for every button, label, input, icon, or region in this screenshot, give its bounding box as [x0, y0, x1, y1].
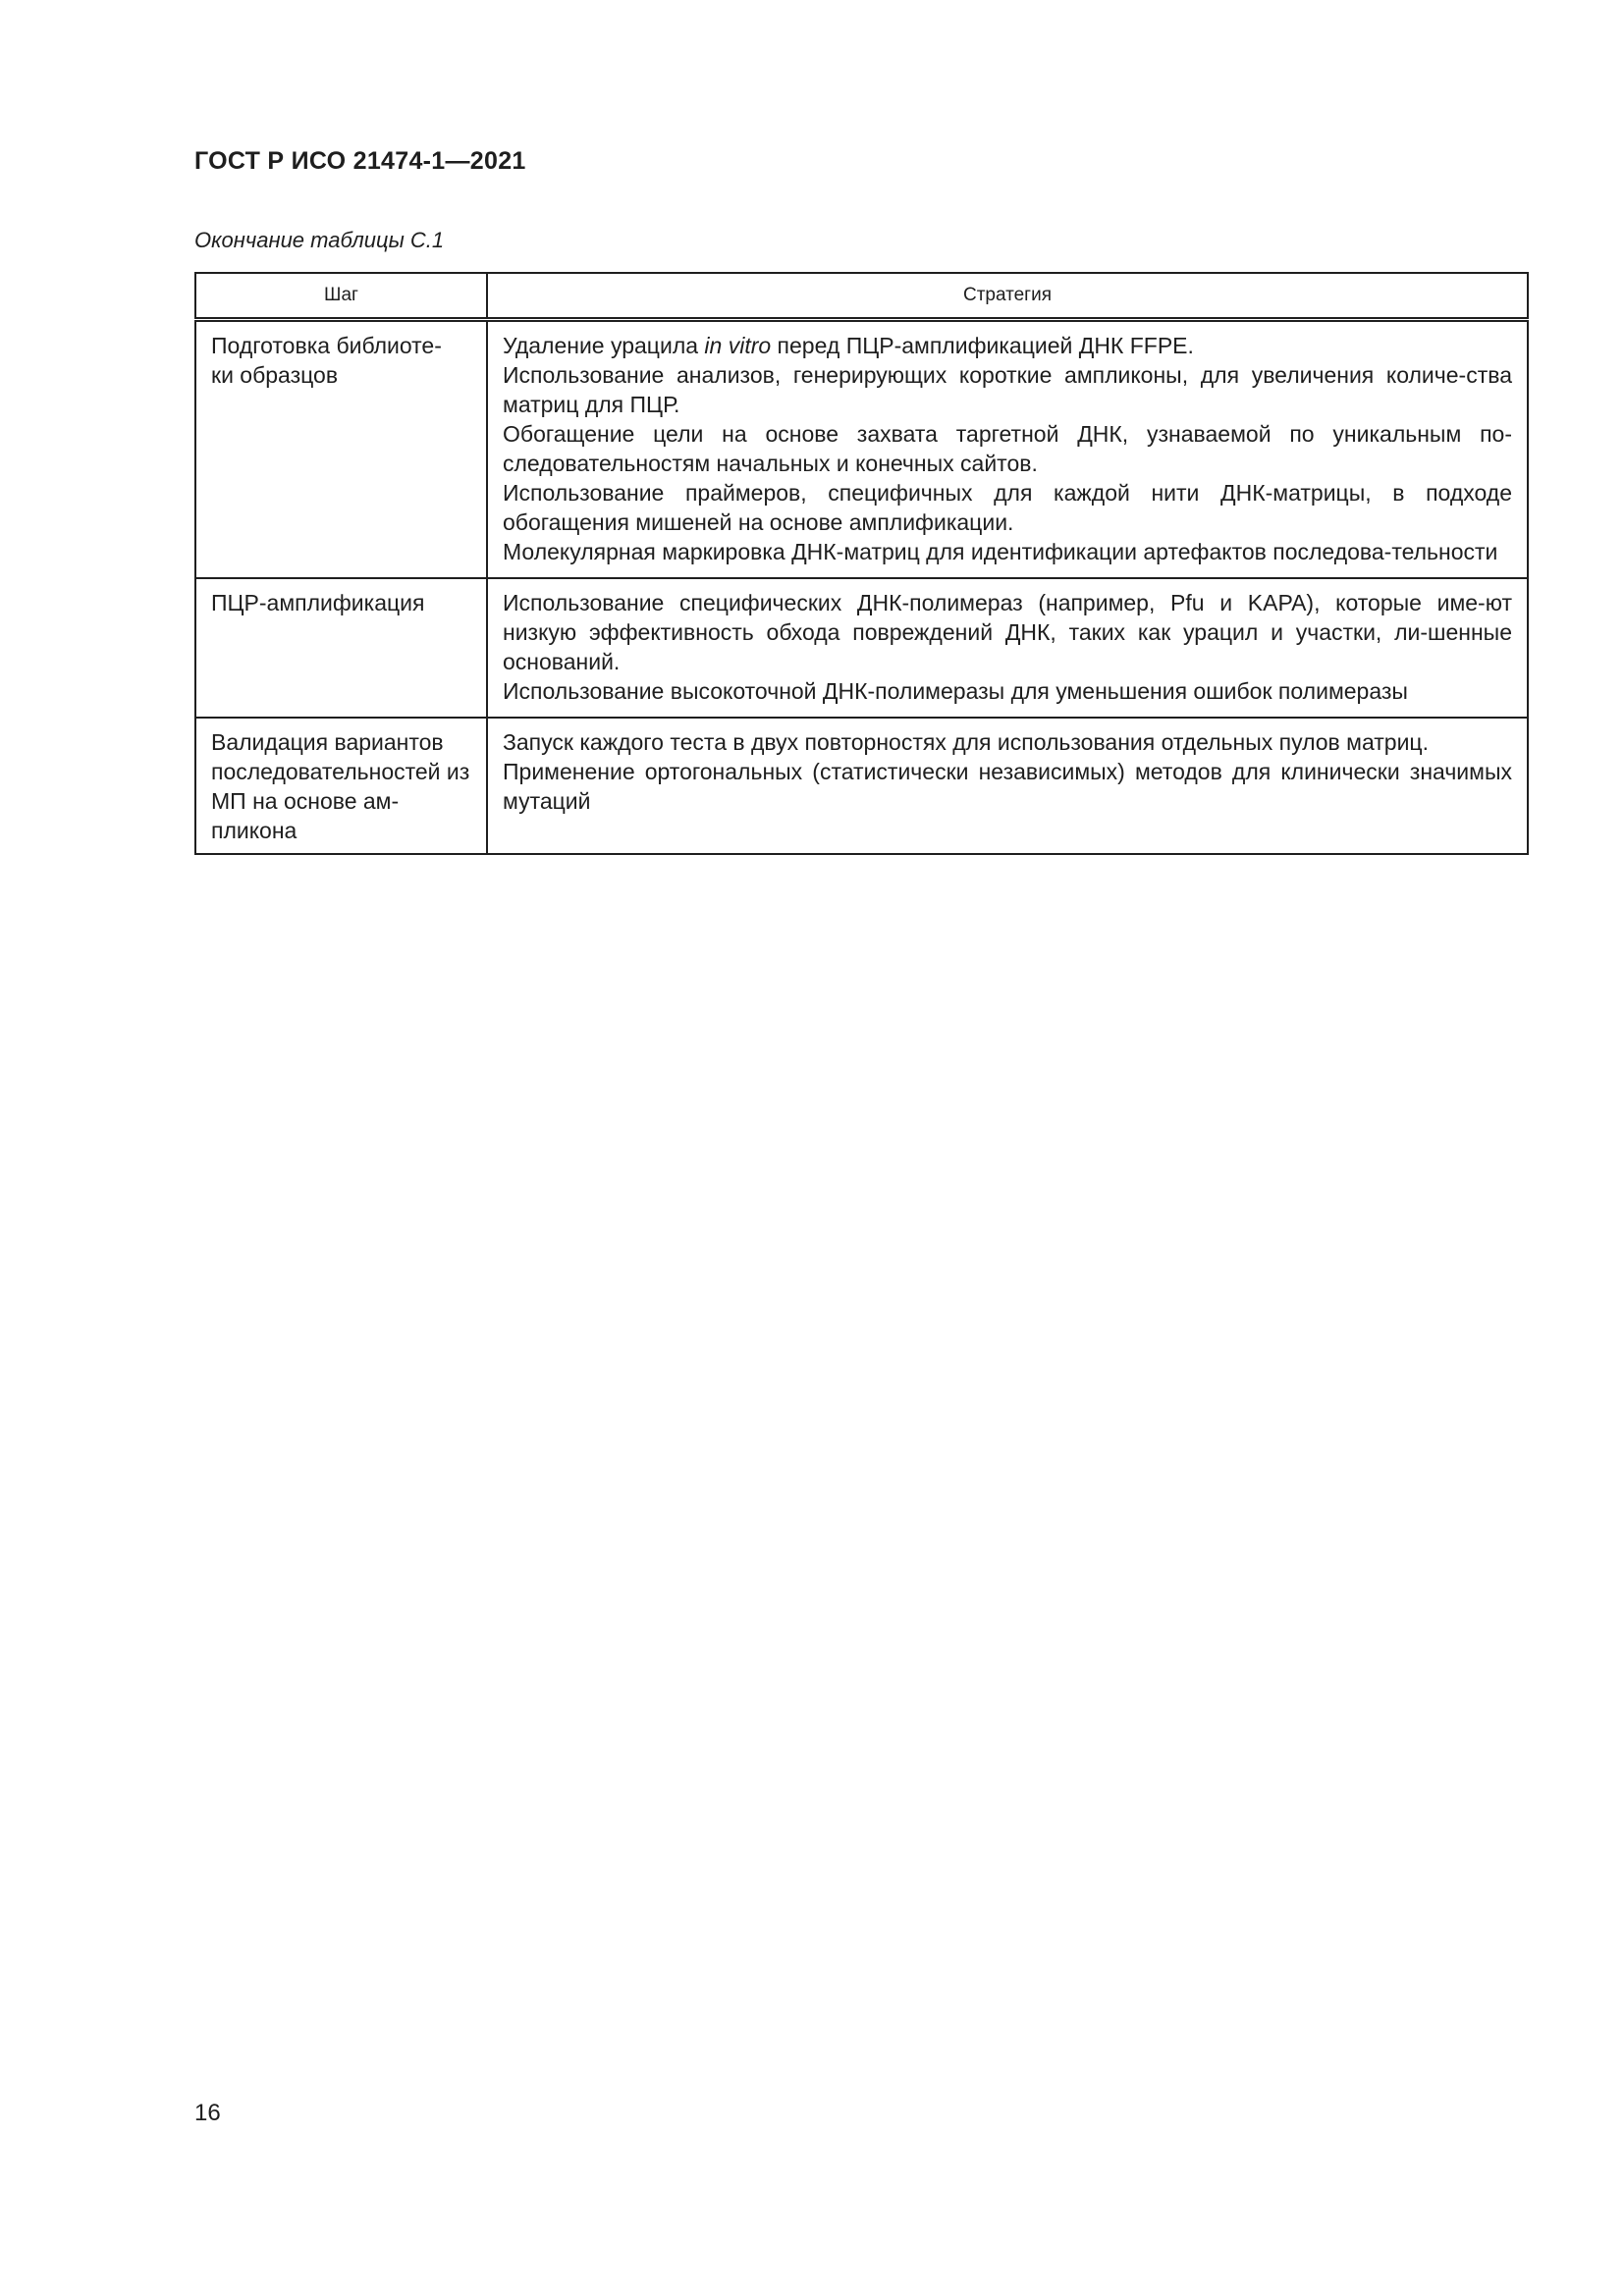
strategy-item — [503, 676, 1512, 706]
strategy-item — [503, 588, 1512, 676]
strategy-item — [503, 478, 1512, 537]
strategy-text: Обогащение цели на основе захвата таргетной ДНК, узнаваемой по уникальным по-следовательностям начальных и конечных сайтов. — [503, 421, 1512, 476]
step-cell — [195, 578, 487, 718]
step-label: Валидация вариантов последовательностей из МП на основе ам- пликона — [211, 729, 470, 843]
strategy-item — [503, 757, 1512, 816]
column-header-strategy: Стратегия — [487, 273, 1528, 320]
table-row — [195, 578, 1528, 718]
strategy-item — [503, 419, 1512, 478]
strategy-table — [194, 272, 1529, 855]
strategy-text: Использование специфических ДНК-полимераз (например, Pfu и KAPA), которые име-ют низкую эффективность обхода повреждений ДНК, таких как урацил и участки, ли-шенные оснований. — [503, 590, 1512, 674]
strategy-text: перед ПЦР-амплификацией ДНК FFPE. — [771, 333, 1194, 358]
page-number: 16 — [194, 2100, 221, 2126]
strategy-item — [503, 727, 1512, 757]
strategy-text-italic: in vitro — [704, 333, 772, 358]
strategy-text: Использование праймеров, специфичных для каждой нити ДНК-матрицы, в подходе обогащения мишеней на основе амплификации. — [503, 480, 1512, 535]
step-cell — [195, 320, 487, 579]
strategy-text: Удаление урацила — [503, 333, 705, 358]
strategy-item — [503, 360, 1512, 419]
strategy-item — [503, 331, 1512, 360]
strategy-text: Молекулярная маркировка ДНК-матриц для идентификации артефактов последова-тельности — [503, 539, 1498, 564]
strategy-text: Использование высокоточной ДНК-полимеразы для уменьшения ошибок полимеразы — [503, 678, 1408, 704]
strategy-text: Запуск каждого теста в двух повторностях для использования отдельных пулов матриц. — [503, 729, 1429, 755]
strategy-cell — [487, 320, 1528, 579]
step-label: ПЦР-амплификация — [211, 590, 425, 615]
strategy-cell — [487, 718, 1528, 854]
table-header-row — [195, 273, 1528, 320]
table-caption: Окончание таблицы С.1 — [194, 228, 445, 252]
document-header: ГОСТ Р ИСО 21474-1—2021 — [194, 147, 526, 175]
strategy-item — [503, 537, 1512, 566]
strategy-cell — [487, 578, 1528, 718]
strategy-text: Использование анализов, генерирующих короткие ампликоны, для увеличения количе-ства матриц для ПЦР. — [503, 362, 1512, 417]
table-row — [195, 718, 1528, 854]
step-cell — [195, 718, 487, 854]
column-header-step: Шаг — [195, 273, 487, 320]
strategy-text: Применение ортогональных (статистически независимых) методов для клинически значимых мутаций — [503, 759, 1512, 814]
table-row — [195, 320, 1528, 579]
step-label: Подготовка библиоте- ки образцов — [211, 333, 442, 388]
